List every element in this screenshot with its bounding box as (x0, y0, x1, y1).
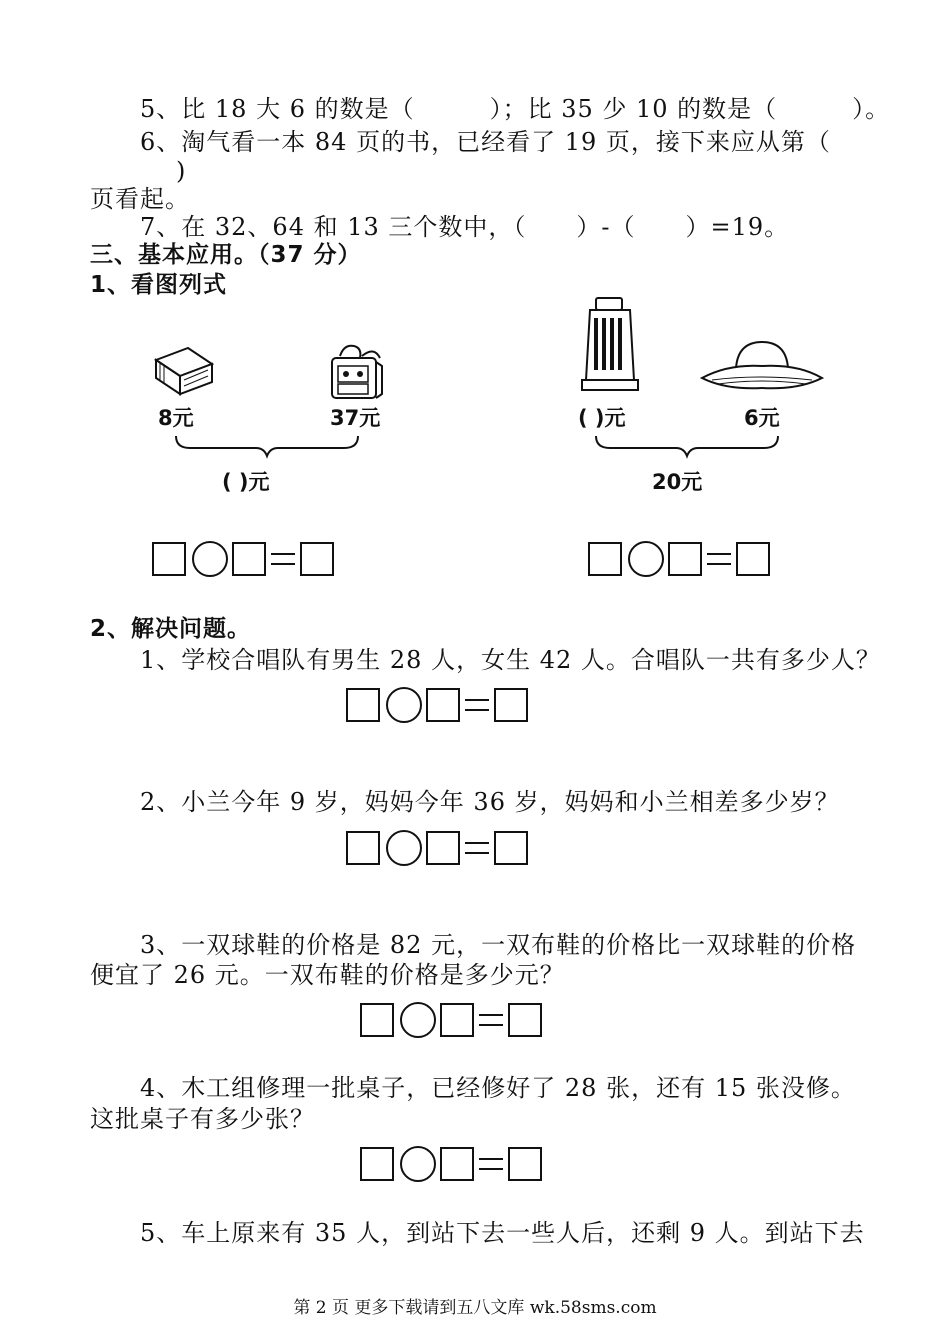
operator-circle[interactable] (400, 1002, 436, 1038)
answer-box[interactable] (232, 542, 266, 576)
equation-blank-right (588, 541, 770, 577)
thermos-icon (578, 296, 642, 394)
hat-icon (698, 336, 826, 392)
equation-blank-problem-4 (360, 1146, 542, 1182)
problem-2: 2、小兰今年 9 岁，妈妈今年 36 岁，妈妈和小兰相差多少岁？ (140, 788, 840, 816)
problem-3-line1: 3、一双球鞋的价格是 82 元，一双布鞋的价格比一双球鞋的价格 (140, 931, 857, 959)
equation-blank-problem-3 (360, 1002, 542, 1038)
equals-sign (266, 549, 300, 569)
operator-circle[interactable] (400, 1146, 436, 1182)
operator-circle[interactable] (628, 541, 664, 577)
equals-sign (460, 838, 494, 858)
section-3-part1-title: 1、看图列式 (90, 272, 228, 298)
answer-box[interactable] (440, 1147, 474, 1181)
question-7: 7、在 32、64 和 13 三个数中，（ ）-（ ）=19。 (140, 213, 790, 241)
equals-sign (474, 1154, 508, 1174)
schoolbag-icon (322, 342, 390, 404)
question-6-line2: 页看起。 (90, 185, 190, 213)
question-5: 5、比 18 大 6 的数是（ ）；比 35 少 10 的数是（ ）。 (140, 95, 891, 123)
book-icon (148, 342, 218, 402)
brace-right (592, 432, 782, 460)
question-6-paren: ) (176, 157, 187, 185)
operator-circle[interactable] (192, 541, 228, 577)
answer-box[interactable] (426, 831, 460, 865)
answer-box[interactable] (360, 1147, 394, 1181)
answer-box[interactable] (440, 1003, 474, 1037)
bag-price: 37元 (330, 406, 381, 430)
thermos-price: ( )元 (578, 406, 626, 430)
brace-left (172, 432, 362, 460)
answer-box[interactable] (426, 688, 460, 722)
problem-3-line2: 便宜了 26 元。一双布鞋的价格是多少元？ (90, 961, 565, 989)
operator-circle[interactable] (386, 830, 422, 866)
problem-5-line1: 5、车上原来有 35 人，到站下去一些人后，还剩 9 人。到站下去 (140, 1219, 865, 1247)
answer-box[interactable] (494, 688, 528, 722)
answer-box[interactable] (668, 542, 702, 576)
equals-sign (474, 1010, 508, 1030)
question-6-line1: 6、淘气看一本 84 页的书，已经看了 19 页，接下来应从第（ (140, 128, 831, 156)
answer-box[interactable] (508, 1147, 542, 1181)
problem-1: 1、学校合唱队有男生 28 人，女生 42 人。合唱队一共有多少人？ (140, 646, 881, 674)
answer-box[interactable] (300, 542, 334, 576)
answer-box[interactable] (494, 831, 528, 865)
right-total-price: 20元 (652, 470, 703, 494)
operator-circle[interactable] (386, 687, 422, 723)
equals-sign (702, 549, 736, 569)
left-total-price: ( )元 (222, 470, 270, 494)
equals-sign (460, 695, 494, 715)
equation-blank-left (152, 541, 334, 577)
problem-4-line2: 这批桌子有多少张？ (90, 1105, 315, 1133)
page-footer: 第 2 页 更多下载请到五八文库 wk.58sms.com (293, 1298, 657, 1318)
answer-box[interactable] (588, 542, 622, 576)
equation-blank-problem-2 (346, 830, 528, 866)
equation-blank-problem-1 (346, 687, 528, 723)
answer-box[interactable] (152, 542, 186, 576)
problem-4-line1: 4、木工组修理一批桌子，已经修好了 28 张，还有 15 张没修。 (140, 1074, 856, 1102)
section-3-title: 三、基本应用。（37 分） (90, 242, 362, 268)
hat-price: 6元 (744, 406, 780, 430)
answer-box[interactable] (736, 542, 770, 576)
answer-box[interactable] (360, 1003, 394, 1037)
section-3-part2-title: 2、解决问题。 (90, 616, 252, 642)
answer-box[interactable] (346, 688, 380, 722)
book-price: 8元 (158, 406, 194, 430)
answer-box[interactable] (346, 831, 380, 865)
answer-box[interactable] (508, 1003, 542, 1037)
